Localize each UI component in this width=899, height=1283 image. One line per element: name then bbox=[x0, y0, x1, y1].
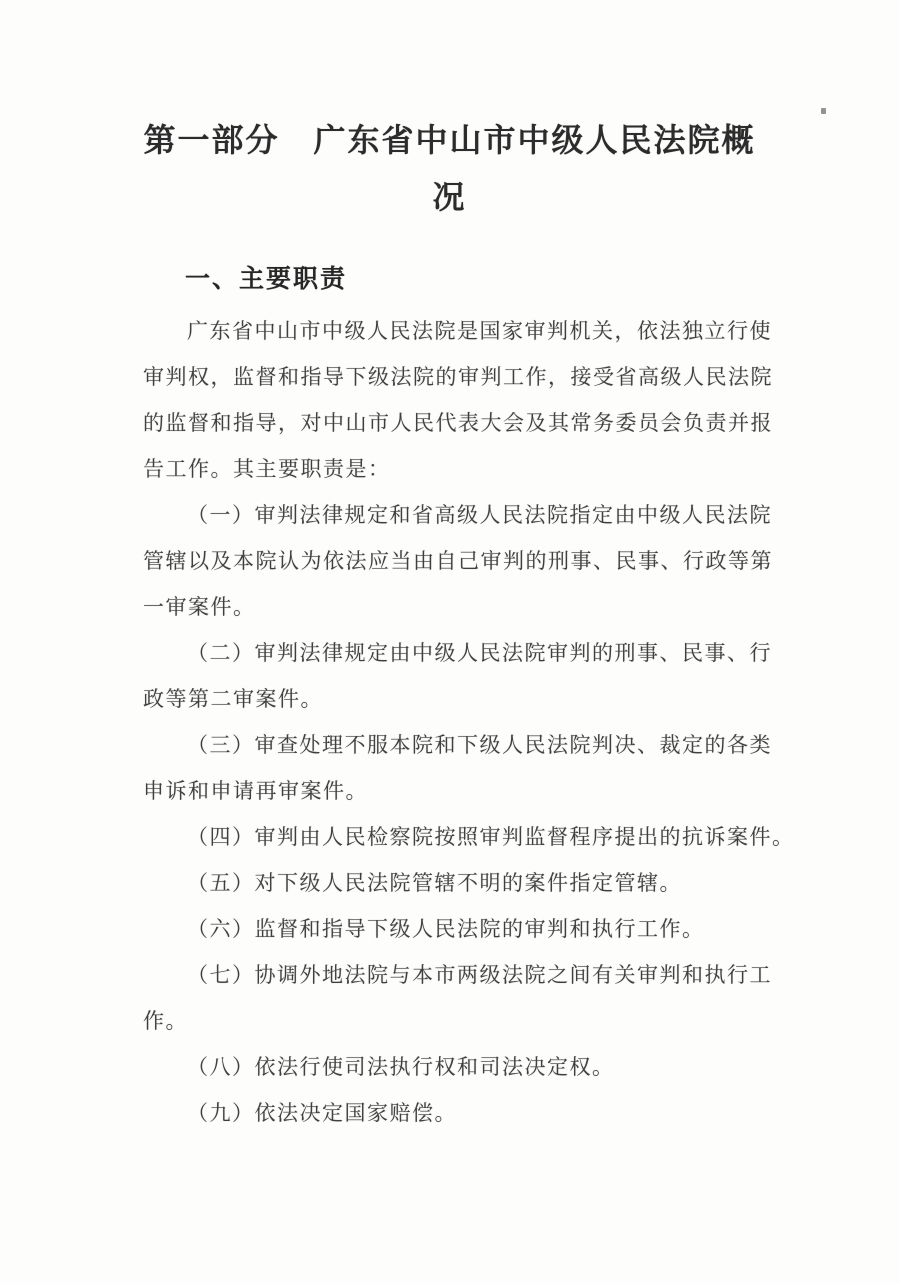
body-line: 的监督和指导，对中山市人民代表大会及其常务委员会负责并报 bbox=[143, 411, 773, 435]
body-line: 审判权，监督和指导下级法院的审判工作，接受省高级人民法院 bbox=[143, 365, 773, 389]
body-line: （三）审查处理不服本院和下级人民法院判决、裁定的各类 bbox=[187, 733, 772, 757]
body-line: 政等第二审案件。 bbox=[143, 687, 323, 711]
body-text bbox=[143, 308, 795, 1136]
body-line: 一审案件。 bbox=[143, 595, 256, 619]
body-line: 管辖以及本院认为依法应当由自己审判的刑事、民事、行政等第 bbox=[143, 549, 773, 573]
body-line: 申诉和申请再审案件。 bbox=[143, 779, 368, 803]
body-line: （四）审判由人民检察院按照审判监督程序提出的抗诉案件。 bbox=[187, 825, 795, 849]
body-line: （六）监督和指导下级人民法院的审判和执行工作。 bbox=[187, 917, 705, 941]
body-line: 广东省中山市中级人民法院是国家审判机关，依法独立行使 bbox=[187, 319, 772, 343]
document-title bbox=[0, 112, 899, 226]
section-heading: 一、主要职责 bbox=[185, 265, 348, 293]
document-title-line2: 况 bbox=[432, 179, 467, 215]
body-line: 告工作。其主要职责是： bbox=[143, 457, 391, 481]
document-title-line1: 第一部分 广东省中山市中级人民法院概 bbox=[143, 122, 756, 158]
body-line: （七）协调外地法院与本市两级法院之间有关审判和执行工 bbox=[187, 963, 772, 987]
scan-artifact bbox=[821, 108, 826, 114]
body-line: （一）审判法律规定和省高级人民法院指定由中级人民法院 bbox=[187, 503, 772, 527]
body-line: （五）对下级人民法院管辖不明的案件指定管辖。 bbox=[187, 871, 682, 895]
document-body bbox=[0, 262, 899, 1136]
body-line: （九）依法决定国家赔偿。 bbox=[187, 1101, 457, 1125]
body-line: 作。 bbox=[143, 1009, 188, 1033]
body-line: （八）依法行使司法执行权和司法决定权。 bbox=[187, 1055, 615, 1079]
body-line: （二）审判法律规定由中级人民法院审判的刑事、民事、行 bbox=[187, 641, 772, 665]
